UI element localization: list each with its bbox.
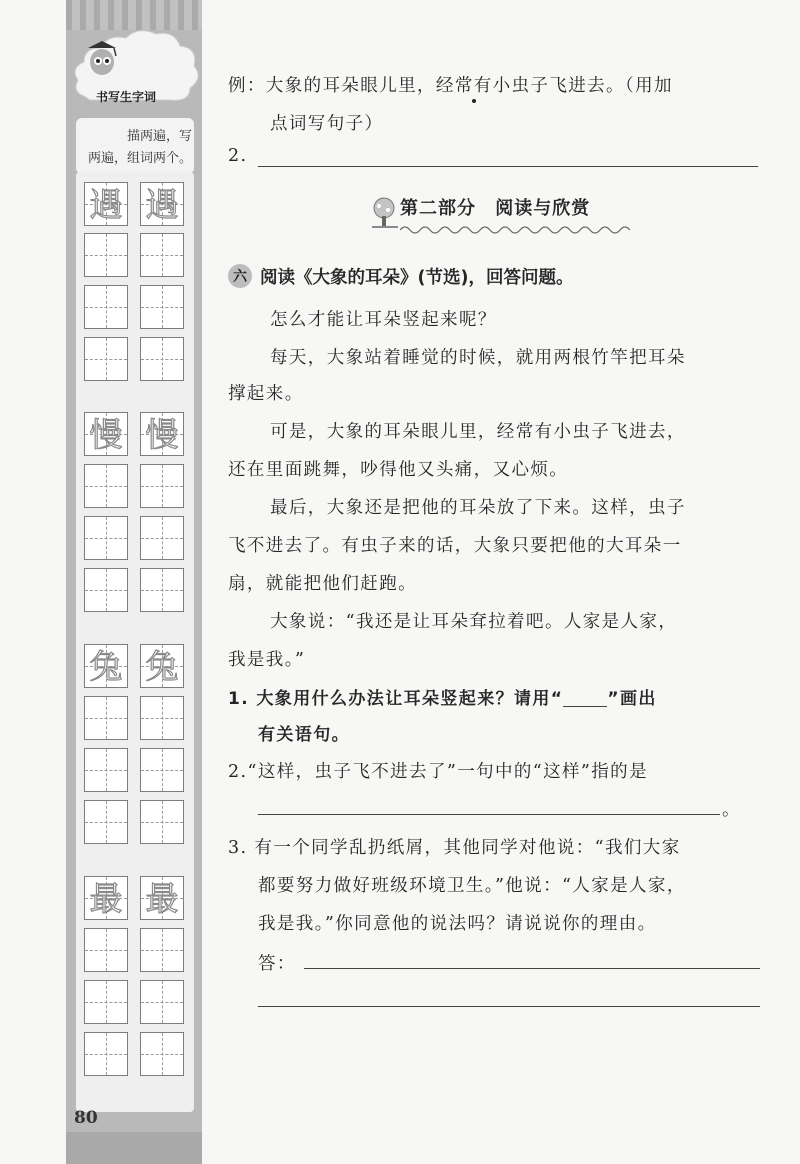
writing-cell[interactable] (140, 568, 184, 612)
writing-cell[interactable] (84, 800, 128, 844)
writing-cell[interactable] (140, 516, 184, 560)
sidebar-title: 书写生字词 (96, 90, 157, 104)
writing-cell[interactable] (84, 980, 128, 1024)
emphasized-words: 常有 (454, 76, 493, 96)
answer-line[interactable] (258, 814, 720, 815)
sub-question-2: 2.“这样，虫子飞不进去了”一句中的“这样”指的是 (228, 762, 648, 782)
answer-label: 答： (258, 954, 296, 974)
sub-question-1-line-2: 有关语句。 (258, 725, 350, 745)
writing-cell[interactable] (84, 233, 128, 277)
writing-cell[interactable] (84, 568, 128, 612)
passage-line: 可是，大象的耳朵眼儿里，经常有小虫子飞进去， (270, 422, 686, 442)
example-line-2: 点词写句子） (270, 114, 384, 134)
trace-character: 兔 (145, 646, 179, 686)
writing-cell[interactable] (140, 464, 184, 508)
answer-line[interactable] (258, 166, 758, 167)
trace-character: 兔 (89, 646, 123, 686)
writing-cell[interactable] (84, 748, 128, 792)
writing-cell[interactable] (84, 516, 128, 560)
writing-cell[interactable] (84, 696, 128, 740)
sidebar-instruction (80, 126, 192, 170)
writing-cell[interactable] (140, 980, 184, 1024)
writing-cell[interactable] (84, 285, 128, 329)
writing-cell[interactable] (140, 285, 184, 329)
writing-cell[interactable] (140, 928, 184, 972)
tree-icon (368, 196, 402, 230)
answer-line[interactable] (258, 1006, 760, 1007)
trace-character: 最 (89, 878, 123, 918)
trace-cell[interactable] (84, 876, 128, 920)
sub-question-1 (228, 684, 657, 709)
sub-question-text: 1. 大象用什么办法让耳朵竖起来？请用“ (228, 689, 564, 709)
trace-cell[interactable] (140, 182, 184, 226)
passage-line: 扇，就能把他们赶跑。 (228, 574, 417, 594)
underline-sample (563, 688, 607, 707)
instruction-line: 描两遍，写 (126, 129, 192, 144)
example-text: 例：大象的耳朵眼儿里，经 (228, 76, 455, 96)
trace-character: 慢 (145, 414, 179, 454)
writing-cell[interactable] (140, 1032, 184, 1076)
page-number: 80 (74, 1108, 98, 1128)
passage-line: 最后，大象还是把他的耳朵放了下来。这样，虫子 (270, 498, 686, 518)
writing-cell[interactable] (84, 464, 128, 508)
example-line-1 (228, 72, 673, 97)
question-title: 阅读《大象的耳朵》(节选)，回答问题。 (260, 268, 574, 288)
section-title: 第二部分 阅读与欣赏 (400, 198, 591, 219)
passage-line: 撑起来。 (228, 384, 304, 404)
trace-character: 最 (145, 878, 179, 918)
answer-line[interactable] (304, 968, 760, 969)
passage-line: 每天，大象站着睡觉的时候，就用两根竹竿把耳朵 (270, 348, 686, 368)
passage-line: 飞不进去了。有虫子来的话，大象只要把他的大耳朵一 (228, 536, 682, 556)
trace-character: 遇 (89, 184, 123, 224)
trace-cell[interactable] (140, 644, 184, 688)
sub-question-3-line-2: 都要努力做好班级环境卫生。”他说：“人家是人家， (258, 876, 686, 896)
strip-bottom (66, 1132, 202, 1164)
writing-cell[interactable] (140, 696, 184, 740)
passage-line: 大象说：“我还是让耳朵耷拉着吧。人家是人家， (270, 612, 678, 632)
trace-cell[interactable] (84, 412, 128, 456)
trace-cell[interactable] (84, 644, 128, 688)
period: 。 (722, 800, 741, 820)
passage-line: 怎么才能让耳朵竖起来呢？ (270, 310, 497, 330)
writing-cell[interactable] (84, 928, 128, 972)
wavy-underline (400, 224, 630, 236)
sub-question-text: ”画出 (607, 689, 657, 709)
example-text: 小虫子飞进去。（用加 (492, 76, 673, 96)
item-2-label: 2. (228, 146, 248, 166)
writing-cell[interactable] (84, 1032, 128, 1076)
instruction-line: 两遍，组词两个。 (87, 151, 192, 166)
passage-line: 我是我。” (228, 650, 306, 670)
trace-character: 慢 (89, 414, 123, 454)
trace-cell[interactable] (140, 412, 184, 456)
passage-line: 还在里面跳舞，吵得他又头痛，又心烦。 (228, 460, 569, 480)
trace-cell[interactable] (140, 876, 184, 920)
writing-cell[interactable] (140, 337, 184, 381)
sub-question-3: 3. 有一个同学乱扔纸屑，其他同学对他说：“我们大家 (228, 838, 681, 858)
sub-question-3-line-3: 我是我。”你同意他的说法吗？请说说你的理由。 (258, 914, 657, 934)
trace-character: 遇 (145, 184, 179, 224)
trace-cell[interactable] (84, 182, 128, 226)
writing-cell[interactable] (140, 233, 184, 277)
writing-cell[interactable] (140, 800, 184, 844)
writing-cell[interactable] (140, 748, 184, 792)
question-number-badge: 六 (228, 264, 252, 288)
writing-cell[interactable] (84, 337, 128, 381)
